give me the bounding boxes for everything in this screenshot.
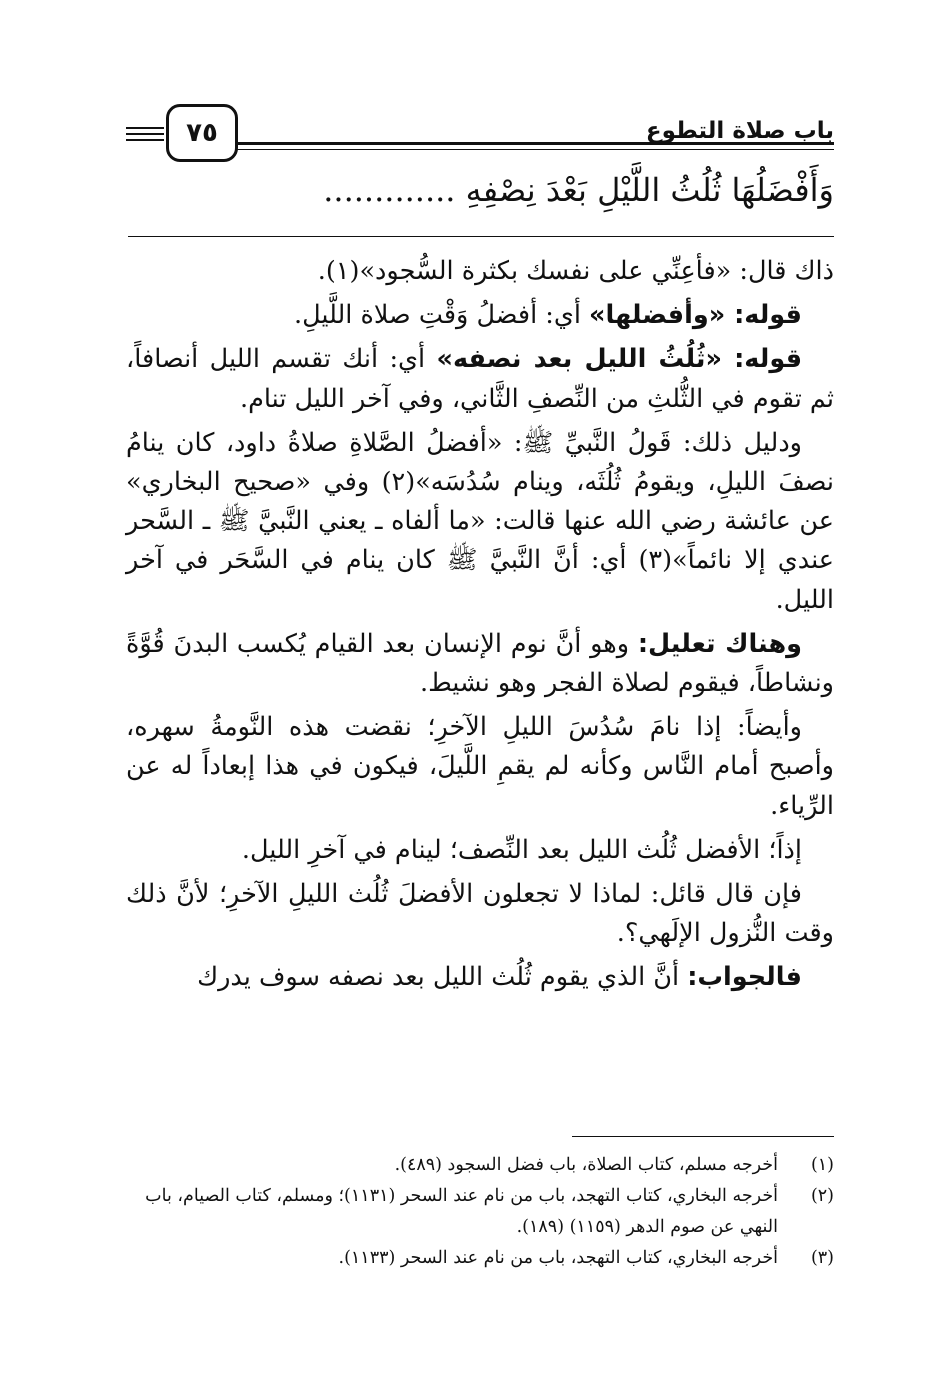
paragraph-text: ودليل ذلك: قَولُ النَّبيِّ ﷺ: «أفضلُ الصَّلاةِ صلاةُ داود، كان ينامُ نصفَ الليلِ، ويقومُ ثُلُثَه، وينام سُدُسَه»(٢) وفي «صحيح البخاري» عن عائشة رضي الله عنها قالت: «ما ألفاه ـ يعني النَّبيَّ ﷺ ـ السَّحر عندي إلا نائماً»(٣) أي: أنَّ النَّبيَّ ﷺ كان ينام في السَّحَر في آخر الليل. [126,427,834,615]
footnote [126,1150,834,1181]
paragraph [126,296,834,335]
footnote-number: (١) [810,1155,834,1175]
footnote-number: (٣) [810,1248,834,1268]
footnote-text: أخرجه البخاري، كتاب التهجد، باب من نام عند السحر (١١٣١)؛ ومسلم، كتاب الصيام، باب النهي عن صوم الدهر (١١٥٩) (١٨٩). [145,1186,778,1237]
paragraph-text: أي: أنك تقسم الليل أنصافاً، ثم تقوم في الثُّلثِ من النِّصفِ الثَّاني، وفي آخر الليل تنام. [126,344,834,414]
footnote-text: أخرجه البخاري، كتاب التهجد، باب من نام عند السحر (١١٣٣). [338,1248,778,1268]
footnote [126,1243,834,1274]
paragraph [126,831,834,870]
paragraph [126,424,834,620]
header-rule-thick [234,142,834,145]
paragraph [126,958,834,997]
paragraph [126,340,834,418]
footnote-separator [572,1136,834,1137]
paragraph-text: أنَّ الذي يقوم ثُلُث الليل بعد نصفه سوف يدرك [197,962,688,993]
header-rule-thin [234,149,834,150]
paragraph [126,708,834,826]
footnote-text: أخرجه مسلم، كتاب الصلاة، باب فضل السجود (٤٨٩). [394,1155,778,1175]
running-head: باب صلاة التطوع [645,118,834,144]
paragraph-text: وهو أنَّ نوم الإنسان بعد القيام يُكسب البدنَ قُوَّةً ونشاطاً، فيقوم لصلاة الفجر وهو نشيط. [126,628,834,699]
page-number: ٧٥ [186,118,218,148]
footnotes [126,1150,834,1274]
left-rule-1 [126,127,164,129]
bold-lemma: فالجواب: [687,962,802,993]
page-number-box [166,104,238,162]
paragraph [126,252,834,291]
commentary-body [126,252,834,1003]
paragraph [126,625,834,703]
left-rule-2 [126,133,164,135]
left-rule-3 [126,139,164,141]
bold-lemma: قوله: «وأفضلها» [589,300,802,331]
footnote-number: (٢) [810,1186,834,1206]
paragraph-text: ذاك قال: «فأعِنِّي على نفسك بكثرة السُّجود»(١). [317,256,834,286]
paragraph-text: إذاً؛ الأفضل ثُلُث الليل بعد النِّصف؛ لينام في آخرِ الليل. [241,834,802,865]
paragraph-text: فإن قال قائل: لماذا لا تجعلون الأفضلَ ثُلُث الليلِ الآخرِ؛ لأنَّ ذلك وقت النُّزول الإلَهي؟. [126,879,834,949]
paragraph-text: وأيضاً: إذا نامَ سُدُسَ الليلِ الآخرِ؛ نقضت هذه النَّومةُ سهره، وأصبح أمام النَّاس وكأنه لم يقمِ اللَّيلَ، فيكون في هذا إبعاداً له عن الرِّياء. [126,712,834,821]
matn-line: وَأَفْضَلُهَا ثُلُثُ اللَّيْلِ بَعْدَ نِصْفِهِ ............. [323,171,834,209]
paragraph-text: أي: أفضلُ وَقْتِ صلاة اللَّيلِ. [293,300,590,331]
paragraph [126,875,834,953]
footnote [126,1181,834,1243]
bold-lemma: قوله: «ثُلُثُ الليل بعد نصفه» [436,344,803,375]
matn-separator [128,236,834,237]
bold-lemma: وهناك تعليل: [637,628,802,659]
